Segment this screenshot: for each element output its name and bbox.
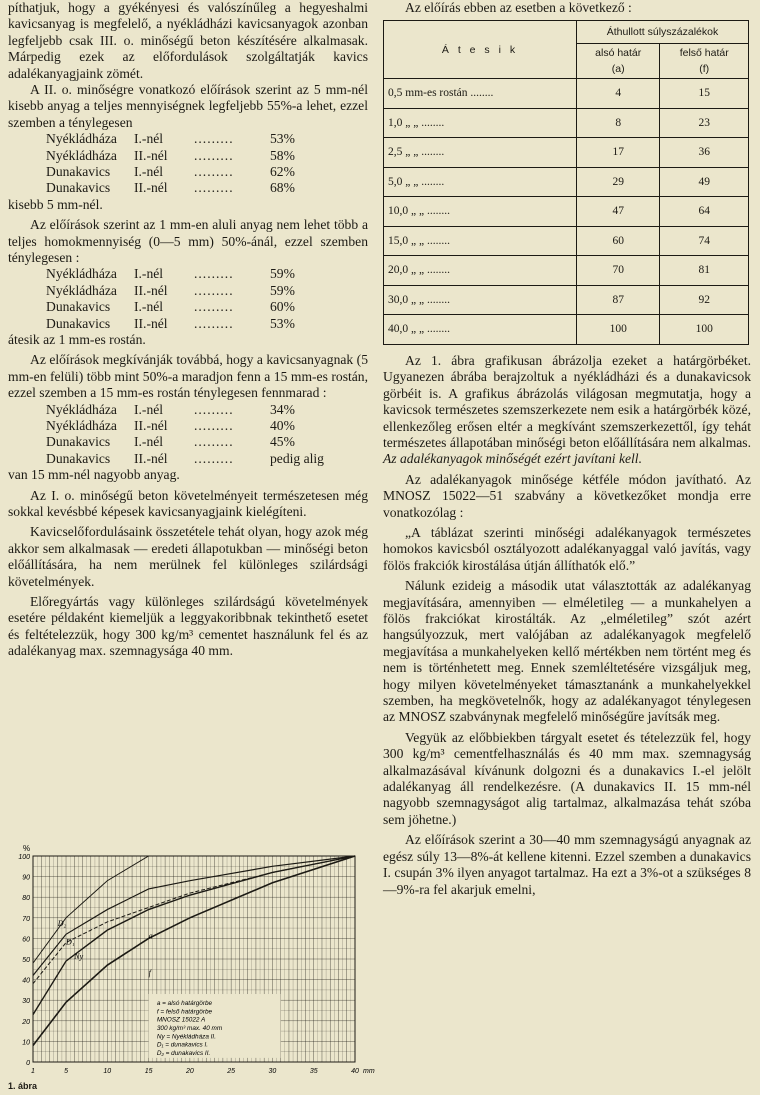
list-item: Dunakavics I.-nél ......... 60% — [46, 299, 295, 315]
table-row: 1,0 „ „ ........ 8 23 — [384, 108, 749, 138]
quote: „A táblázat szerinti minőségi adalékanyagok természetes homokos kavicsból osztályozott adalékanyaggal való javítás, vagy fölös frakciók kirostálása útján állíthatók elő.” — [383, 524, 751, 573]
table-row: 20,0 „ „ ........ 70 81 — [384, 256, 749, 286]
paragraph: Kavicselőfordulásaink összetétele tehát olyan, hogy azok még akkor sem alkalmasak — eredeti állapotukban — minőségi beton előállítására, ha nem merülnek fel különleges szilárdsági követelmények. — [8, 524, 368, 589]
curve-label: D₂ — [57, 919, 67, 929]
paragraph: Az előírás ebben az esetben a következő : — [405, 0, 632, 15]
y-tick-label: 20 — [22, 1018, 30, 1026]
paragraph: Vegyük az előbbiekben tárgyalt esetet és tételezzük fel, hogy 300 kg/m³ cementfelhasználás és 40 mm max. szemnagyság alkalmazásával kívánunk dolgozni és a dunakavics I.-el jelölt adalékanyag áll rendelkezésre. (A dunakavics II. 15 mm-nél nagyobb szemnagyságot alig tartalmaz, alkalmazása tehát szóba sem jöhetne.) — [383, 729, 751, 827]
grading-chart-figure — [8, 840, 375, 1091]
x-tick-label: 5 — [64, 1068, 68, 1075]
y-axis-unit: % — [23, 844, 31, 853]
paragraph: kisebb 5 mm-nél. — [8, 196, 103, 212]
figure-caption: 1. ábra — [8, 1081, 38, 1091]
list-item: Dunakavics II.-nél ......... pedig alig — [46, 450, 324, 466]
paragraph: átesik az 1 mm-es rostán. — [8, 332, 146, 347]
table-header-lower: alsó határ (a) — [577, 44, 660, 79]
table-row: 30,0 „ „ ........ 87 92 — [384, 285, 749, 315]
legend-entry: Ny = Nyékládháza II. — [156, 1033, 217, 1041]
list-item: Dunakavics II.-nél ......... 53% — [46, 315, 295, 331]
x-tick-label: 10 — [103, 1068, 112, 1075]
grading-chart — [8, 840, 375, 1076]
list-item: Dunakavics I.-nél ......... 62% — [46, 164, 295, 180]
sand-fraction-list — [46, 131, 368, 197]
list-item: Dunakavics II.-nél ......... 68% — [46, 180, 295, 196]
table-row: 40,0 „ „ ........ 100 100 — [384, 315, 749, 345]
legend-entry: MNOSZ 15022 A — [156, 1016, 206, 1024]
y-tick-label: 40 — [22, 977, 30, 985]
legend-entry: a = alsó határgörbe — [156, 1000, 213, 1008]
curve-label: a — [148, 931, 153, 941]
x-tick-label: 35 — [309, 1068, 318, 1075]
paragraph: A II. o. minőségre vonatkozó előírások szerint az 5 mm-nél kisebb anyag a teljes mennyiségnek legfeljebb 55%-a lehet, ezzel szemben a ténylegesen — [8, 82, 368, 130]
y-tick-label: 70 — [22, 915, 30, 923]
table-header-upper: felső határ (f) — [660, 44, 749, 79]
paragraph: Nálunk ezideig a második utat választották az adalékanyag megjavítására, amennyiben — elméletileg — a munkahelyen a fölös frakciókat kirostálták. Az „elméletileg” szót azért hangsúlyozzuk, mert valójában az adalékanyagok megfelelő megjavítása a munkahelyeken kellő mértékben nem történt meg és nem is történhetett meg. Ennek szemléltetésére vizsgáljuk meg, hogy milyen követelményeket támasztanánk a munkahelyekkel szemben, ha megkövetelnők, hogy az adalékanyagot ténylegesen az MNOSZ szabványnak megfelelő minőségűre javítsák meg. — [383, 578, 751, 725]
y-tick-label: 30 — [22, 998, 30, 1006]
left-column — [8, 0, 368, 660]
list-item: Nyékládháza I.-nél ......... 34% — [46, 401, 295, 417]
paragraph: Az előírások szerint az 1 mm-en aluli anyag nem lehet több a teljes homokmennyiség (0—5 mm) 50%-ánál, ezzel szemben ténylegesen : — [8, 217, 368, 266]
grading-table — [383, 20, 749, 345]
x-tick-label: 30 — [268, 1068, 277, 1075]
paragraph: Az adalékanyagok minősége kétféle módon javítható. Az MNOSZ 15022—51 szabvány a következőket mondja erre vonatkozólag : — [383, 471, 751, 520]
list-item: Nyékládháza II.-nél ......... 59% — [46, 282, 295, 298]
paragraph: píthatjuk, hogy a gyékényesi és valószínűleg a hegyeshalmi kavicsanyag is megfelelő, a nyékládházi kavicsanyagok azonban legfeljebb csak III. o. minőségű beton készítésére alkalmasak. Márpedig ezek az előfordulások szolgáltatják kavics adalékanyagjaink zömét. — [8, 0, 368, 81]
fine-sand-list — [46, 266, 368, 332]
curve-label: D₁ — [66, 937, 75, 947]
curve-label: f — [148, 968, 151, 978]
table-header-group: Áthullott súlyszázalékok — [577, 21, 749, 44]
paragraph: Az I. o. minőségű beton követelményeit természetesen még sokkal kevésbbé képesek kavicsanyagjaink kielégíteni. — [8, 487, 368, 519]
y-tick-label: 80 — [22, 895, 30, 903]
table-row: 15,0 „ „ ........ 60 74 — [384, 226, 749, 256]
paragraph: Előregyártás vagy különleges szilárdságú követelmények esetére példaként kiemeljük a leggyakoribbnak tekinthető esetet és feltételezzük, hogy 300 kg/m³ cementet használunk fel és az adalékanyag max. szemnagysága 40 mm. — [8, 594, 368, 659]
list-item: Nyékládháza I.-nél ......... 53% — [46, 131, 295, 147]
legend-entry: D₁ = dunakavics I. — [156, 1041, 209, 1049]
x-tick-label: 25 — [227, 1068, 236, 1075]
y-tick-label: 10 — [22, 1039, 30, 1047]
table-row: 2,5 „ „ ........ 17 36 — [384, 138, 749, 168]
x-tick-label: 1 — [31, 1068, 35, 1075]
paragraph: van 15 mm-nél nagyobb anyag. — [8, 467, 180, 483]
table-header-sieve: Á t e s i k — [384, 21, 577, 79]
y-tick-label: 90 — [22, 874, 30, 882]
paragraph: Az előírások szerint a 30—40 mm szemnagyságú anyagnak az egész súly 13—8%-át kellene kitenni. Ezzel szemben a dunakavics I. csupán 3% ilyen anyagot tartalmaz. Ha ezt a 3%-ot a szükséges 8—9%-ra fel akarjuk emelni, — [383, 832, 751, 897]
x-tick-label: 15 — [144, 1068, 153, 1075]
list-item: Dunakavics I.-nél ......... 45% — [46, 434, 295, 450]
table-row: 10,0 „ „ ........ 47 64 — [384, 197, 749, 227]
legend-entry: D₂ = dunakavics II. — [156, 1049, 211, 1057]
x-axis-unit: mm — [363, 1068, 375, 1075]
legend-entry: f = felső határgörbe — [156, 1008, 213, 1016]
paragraph: Az előírások megkívánják továbbá, hogy a kavicsanyagnak (5 mm-en felüli) több mint 50%-a maradjon fenn a 15 mm-es rostán, ezzel szemben a 15 mm-es rostán ténylegesen fennmarad : — [8, 352, 368, 401]
right-column — [383, 0, 751, 898]
table-row: 5,0 „ „ ........ 29 49 — [384, 167, 749, 197]
table-row: 0,5 mm-es rostán ........ 4 15 — [384, 79, 749, 109]
list-item: Nyékládháza I.-nél ......... 59% — [46, 266, 295, 282]
curve-label: Ny — [74, 952, 84, 961]
list-item: Nyékládháza II.-nél ......... 58% — [46, 147, 295, 163]
y-tick-label: 50 — [22, 957, 30, 964]
y-tick-label: 60 — [22, 936, 30, 944]
emphasis: Az adalékanyagok minőségét ezért javítani kell. — [383, 451, 642, 467]
coarse-fraction-list — [46, 402, 368, 468]
paragraph: Az 1. ábra grafikusan ábrázolja ezeket a határgörbéket. Ugyanezen ábrába berajzoltuk a nyékládházi és a dunakavicsok görbéit is. A grafikus ábrázolás világosan megmutatja, hogy a kavicsok természetes szemszerkezete nem esik a határgörbék közé, ellenkezőleg erősen eltér a megkívánt szemszerkezettől, így tehát természetes állapotában minőségi beton előállítására nem alkalmas. Az adalékanyagok minőségét ezért javítani kell. — [383, 352, 751, 467]
x-tick-label: 20 — [185, 1068, 194, 1075]
x-tick-label: 40 — [351, 1068, 359, 1075]
list-item: Nyékládháza II.-nél ......... 40% — [46, 418, 295, 434]
legend-entry: 300 kg/m³ max. 40 mm — [156, 1025, 223, 1033]
y-tick-label: 100 — [18, 854, 30, 861]
y-tick-label: 0 — [26, 1060, 30, 1067]
